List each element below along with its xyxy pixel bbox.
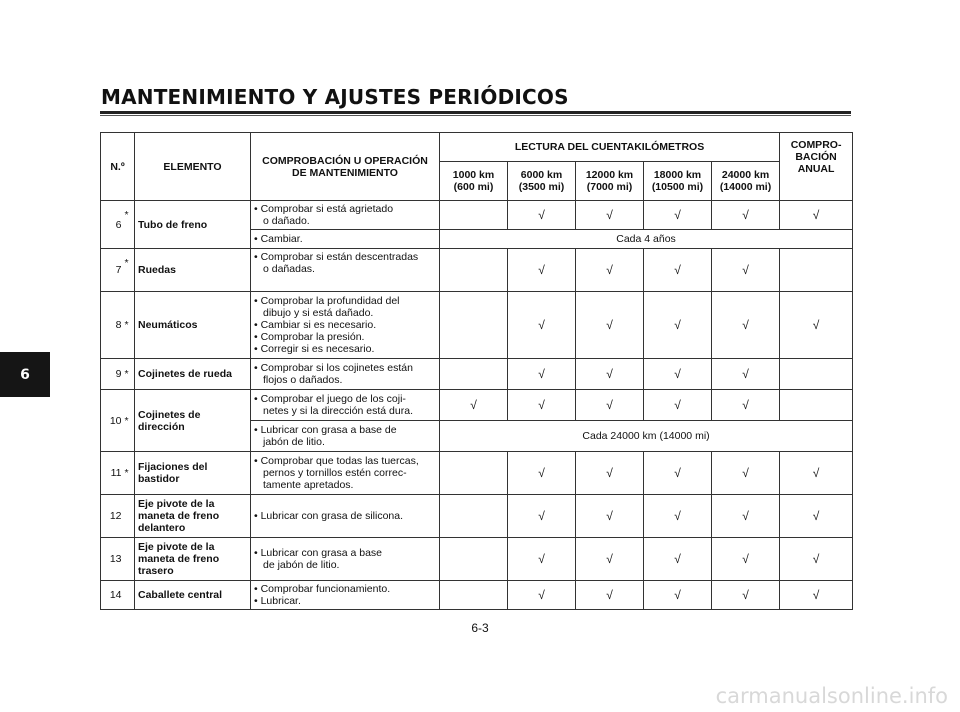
row-number: 14 xyxy=(101,581,124,610)
table-row xyxy=(101,495,853,538)
interval-header: 18000 km (10500 mi) xyxy=(644,162,712,201)
check-cell: √ xyxy=(780,581,853,610)
row-check: • Cambiar. xyxy=(251,230,440,249)
check-cell: √ xyxy=(712,452,780,495)
row-interval-note: Cada 4 años xyxy=(440,230,853,249)
row-star xyxy=(124,538,135,581)
row-check: • Lubricar con grasa de silicona. xyxy=(251,495,440,538)
check-cell xyxy=(440,292,508,359)
page-number: 6-3 xyxy=(471,621,489,635)
check-cell: √ xyxy=(508,359,576,390)
row-check: • Comprobar que todas las tuercas, pernos y tornillos estén correc- tamente apretados. xyxy=(251,452,440,495)
check-cell: √ xyxy=(712,495,780,538)
header-odometer: LECTURA DEL CUENTAKILÓMETROS xyxy=(440,133,780,162)
title-rule xyxy=(100,111,851,114)
row-check: • Comprobar la profundidad del dibujo y si está dañado. • Cambiar si es necesario. • Comprobar la presión. • Corregir si es necesario. xyxy=(251,292,440,359)
table-row xyxy=(101,359,853,390)
check-cell: √ xyxy=(712,538,780,581)
interval-header: 6000 km (3500 mi) xyxy=(508,162,576,201)
header-check: COMPROBACIÓN U OPERACIÓN DE MANTENIMIENTO xyxy=(251,133,440,201)
check-cell: √ xyxy=(644,452,712,495)
check-cell: √ xyxy=(780,292,853,359)
check-cell: √ xyxy=(644,292,712,359)
check-cell: √ xyxy=(576,495,644,538)
check-cell: √ xyxy=(576,452,644,495)
check-cell: √ xyxy=(780,495,853,538)
row-star xyxy=(124,581,135,610)
row-element: Cojinetes de rueda xyxy=(135,359,251,390)
check-cell: √ xyxy=(576,249,644,292)
check-cell xyxy=(440,359,508,390)
check-cell: √ xyxy=(712,292,780,359)
check-cell xyxy=(440,201,508,230)
row-element: Eje pivote de la maneta de freno trasero xyxy=(135,538,251,581)
check-cell: √ xyxy=(644,201,712,230)
row-element: Cojinetes de dirección xyxy=(135,390,251,452)
title-rule-thin xyxy=(100,115,851,116)
header-no: N.º xyxy=(101,133,135,201)
check-cell: √ xyxy=(576,201,644,230)
check-cell: √ xyxy=(576,390,644,421)
check-cell: √ xyxy=(576,538,644,581)
interval-header: 12000 km (7000 mi) xyxy=(576,162,644,201)
table-row xyxy=(101,538,853,581)
table-row xyxy=(101,581,853,610)
check-cell: √ xyxy=(712,201,780,230)
row-star: * xyxy=(124,249,135,292)
row-element: Caballete central xyxy=(135,581,251,610)
row-check: • Comprobar funcionamiento. • Lubricar. xyxy=(251,581,440,610)
table-row xyxy=(101,201,853,230)
row-check: • Lubricar con grasa a base de jabón de litio. xyxy=(251,538,440,581)
header-element: ELEMENTO xyxy=(135,133,251,201)
row-number: 11 xyxy=(101,452,124,495)
maintenance-table xyxy=(100,132,853,610)
check-cell: √ xyxy=(576,581,644,610)
check-cell xyxy=(780,359,853,390)
interval-header: 1000 km (600 mi) xyxy=(440,162,508,201)
check-cell xyxy=(440,538,508,581)
table-row xyxy=(101,452,853,495)
row-check: • Comprobar si los cojinetes están flojos o dañados. xyxy=(251,359,440,390)
check-cell: √ xyxy=(712,359,780,390)
page-title: MANTENIMIENTO Y AJUSTES PERIÓDICOS xyxy=(101,85,569,109)
check-cell: √ xyxy=(644,359,712,390)
interval-header: 24000 km (14000 mi) xyxy=(712,162,780,201)
row-number: 10 xyxy=(101,390,124,452)
row-check: • Lubricar con grasa a base de jabón de litio. xyxy=(251,421,440,452)
row-number: 7 xyxy=(101,249,124,292)
check-cell: √ xyxy=(576,292,644,359)
check-cell: √ xyxy=(508,452,576,495)
table-row xyxy=(101,292,853,359)
check-cell: √ xyxy=(644,390,712,421)
table-row xyxy=(101,390,853,421)
check-cell: √ xyxy=(780,201,853,230)
check-cell: √ xyxy=(712,249,780,292)
row-element: Tubo de freno xyxy=(135,201,251,249)
check-cell: √ xyxy=(508,249,576,292)
row-number: 8 xyxy=(101,292,124,359)
row-element: Neumáticos xyxy=(135,292,251,359)
check-cell: √ xyxy=(780,538,853,581)
row-star: * xyxy=(124,390,135,452)
check-cell xyxy=(780,249,853,292)
row-element: Fijaciones del bastidor xyxy=(135,452,251,495)
chapter-tab: 6 xyxy=(0,352,50,397)
check-cell: √ xyxy=(440,390,508,421)
check-cell: √ xyxy=(712,390,780,421)
row-element: Eje pivote de la maneta de freno delantero xyxy=(135,495,251,538)
row-star: * xyxy=(124,201,135,249)
check-cell: √ xyxy=(508,390,576,421)
check-cell xyxy=(440,581,508,610)
check-cell: √ xyxy=(780,452,853,495)
row-star xyxy=(124,495,135,538)
row-star: * xyxy=(124,292,135,359)
check-cell: √ xyxy=(644,495,712,538)
row-star: * xyxy=(124,452,135,495)
check-cell: √ xyxy=(508,292,576,359)
check-cell: √ xyxy=(644,538,712,581)
check-cell: √ xyxy=(644,581,712,610)
check-cell: √ xyxy=(712,581,780,610)
row-element: Ruedas xyxy=(135,249,251,292)
row-check: • Comprobar si está agrietado o dañado. xyxy=(251,201,440,230)
row-number: 13 xyxy=(101,538,124,581)
check-cell: √ xyxy=(508,201,576,230)
row-number: 6 xyxy=(101,201,124,249)
check-cell: √ xyxy=(508,495,576,538)
row-check: • Comprobar si están descentradas o dañadas. xyxy=(251,249,440,292)
row-star: * xyxy=(124,359,135,390)
row-interval-note: Cada 24000 km (14000 mi) xyxy=(440,421,853,452)
row-check: • Comprobar el juego de los coji- netes y si la dirección está dura. xyxy=(251,390,440,421)
check-cell xyxy=(440,495,508,538)
row-number: 12 xyxy=(101,495,124,538)
check-cell xyxy=(780,390,853,421)
check-cell xyxy=(440,452,508,495)
watermark: carmanualsonline.info xyxy=(715,684,948,708)
check-cell: √ xyxy=(576,359,644,390)
check-cell: √ xyxy=(508,538,576,581)
check-cell: √ xyxy=(508,581,576,610)
table-row xyxy=(101,249,853,292)
check-cell: √ xyxy=(644,249,712,292)
row-number: 9 xyxy=(101,359,124,390)
header-row xyxy=(101,133,853,162)
check-cell xyxy=(440,249,508,292)
header-annual: COMPRO-BACIÓN ANUAL xyxy=(780,133,853,201)
